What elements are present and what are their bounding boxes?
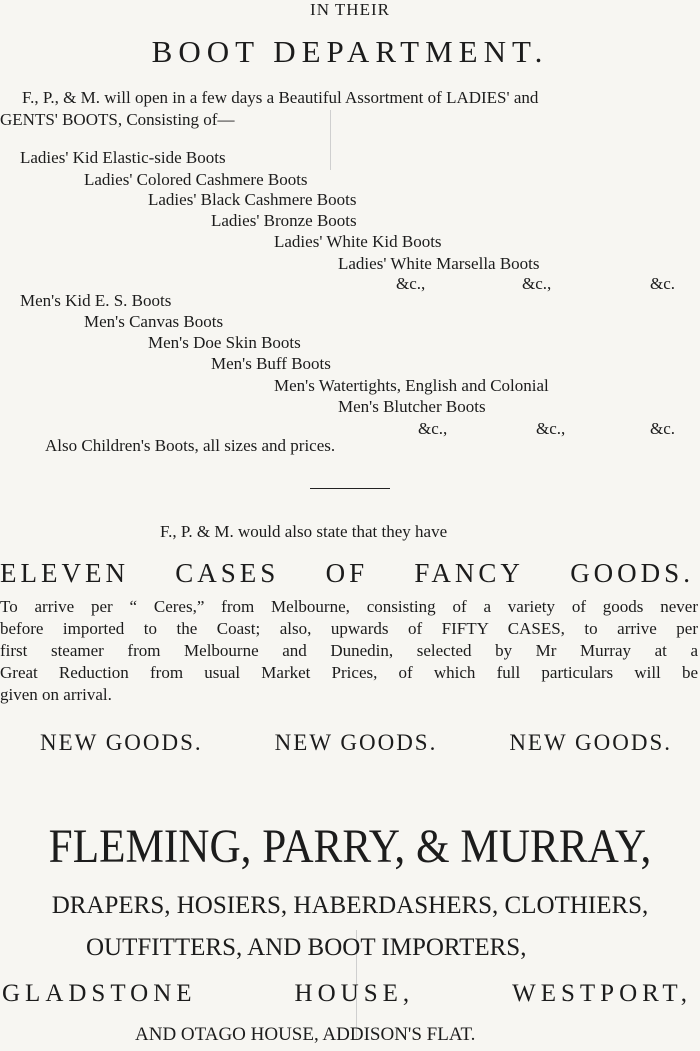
arrival-line: To arrive per “ Ceres,” from Melbourne, consisting of a variety of goods never	[0, 597, 698, 616]
arrival-line: before imported to the Coast; also, upwards of FIFTY CASES, to arrive per	[0, 619, 698, 638]
etc-mark: &c.,	[396, 274, 426, 293]
new-goods-banner	[40, 730, 672, 756]
header-in-their: IN THEIR	[310, 0, 390, 19]
gladstone-house-line	[2, 980, 692, 1008]
arrival-line: first steamer from Melbourne and Dunedin, selected by Mr Murray at a	[0, 641, 698, 660]
mens-item: Men's Buff Boots	[211, 354, 331, 373]
address-word: HOUSE,	[294, 980, 415, 1007]
heading-word: CASES	[175, 558, 280, 588]
ladies-item: Ladies' White Marsella Boots	[338, 254, 540, 273]
header-boot-department: BOOT DEPARTMENT.	[151, 34, 549, 69]
eleven-cases-heading	[0, 558, 694, 589]
ladies-item: Ladies' Black Cashmere Boots	[148, 190, 357, 209]
trades-line-1: DRAPERS, HOSIERS, HABERDASHERS, CLOTHIERS,	[51, 892, 649, 919]
firm-name: FLEMING, PARRY, & MURRAY,	[48, 820, 652, 873]
new-goods-text: NEW GOODS.	[274, 730, 438, 755]
new-goods-text: NEW GOODS.	[40, 730, 203, 755]
etc-mark: &c.	[650, 419, 676, 438]
intro-line-2: GENTS' BOOTS, Consisting of—	[0, 110, 235, 129]
column-divider	[330, 110, 331, 170]
mens-item: Men's Watertights, English and Colonial	[274, 376, 549, 395]
arrival-line: given on arrival.	[0, 685, 112, 704]
etc-mark: &c.,	[522, 274, 552, 293]
etc-mark: &c.,	[418, 419, 448, 438]
intro-line-1: F., P., & M. will open in a few days a Beautiful Assortment of LADIES' and	[22, 88, 539, 107]
heading-word: ELEVEN	[0, 558, 129, 588]
divider-rule	[310, 488, 390, 489]
trades-line-2: OUTFITTERS, AND BOOT IMPORTERS,	[86, 934, 527, 961]
heading-word: OF	[325, 558, 369, 588]
new-goods-text: NEW GOODS.	[509, 730, 672, 755]
etc-mark: &c.,	[536, 419, 566, 438]
mens-item: Men's Blutcher Boots	[338, 397, 486, 416]
address-word: GLADSTONE	[2, 980, 197, 1007]
mens-item: Men's Kid E. S. Boots	[20, 291, 172, 310]
state-line: F., P. & M. would also state that they have	[160, 522, 448, 541]
mens-item: Men's Doe Skin Boots	[148, 333, 301, 352]
ladies-item: Ladies' Kid Elastic-side Boots	[20, 148, 226, 167]
arrival-line: Great Reduction from usual Market Prices, of which full particulars will be	[0, 663, 698, 682]
ladies-item: Ladies' Bronze Boots	[211, 211, 357, 230]
etc-mark: &c.	[650, 274, 676, 293]
heading-word: FANCY	[414, 558, 524, 588]
address-word: WESTPORT,	[512, 980, 692, 1007]
ladies-item: Ladies' White Kid Boots	[274, 232, 442, 251]
otago-house-line: AND OTAGO HOUSE, ADDISON'S FLAT.	[135, 1024, 476, 1045]
ladies-item: Ladies' Colored Cashmere Boots	[84, 170, 308, 189]
children-boots-line: Also Children's Boots, all sizes and prices.	[45, 436, 336, 455]
mens-item: Men's Canvas Boots	[84, 312, 224, 331]
heading-word: GOODS.	[570, 558, 694, 588]
